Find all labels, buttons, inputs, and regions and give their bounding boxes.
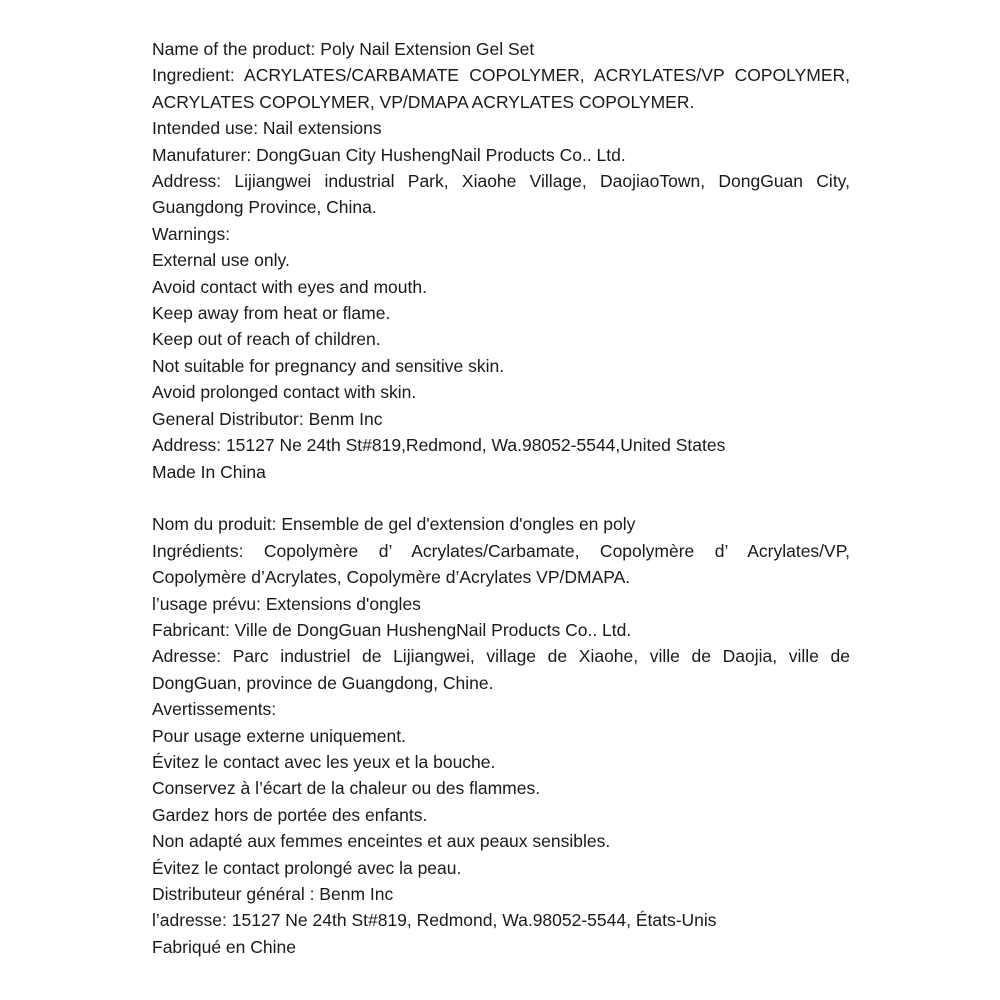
warnings-heading-en: Warnings: (152, 223, 231, 244)
manufacturer-fr: Fabricant: Ville de DongGuan HushengNail Products Co.. Ltd. (152, 619, 632, 640)
warning-item-fr: Non adapté aux femmes enceintes et aux peaux sensibles. (152, 831, 611, 852)
manufacturer-en: Manufaturer: DongGuan City HushengNail Products Co.. Ltd. (152, 144, 626, 165)
warning-item-fr: Évitez le contact avec les yeux et la bouche. (152, 751, 496, 772)
ingredient-fr: Ingrédients: Copolymère d’ Acrylates/Carbamate, Copolymère d’ Acrylates/VP, Copolymère d’Acrylates, Copolymère d’Acrylates VP/DMAPA. (152, 540, 850, 588)
warning-item-en: Keep out of reach of children. (152, 329, 381, 350)
french-section (152, 511, 850, 960)
distributor-en: General Distributor: Benm Inc (152, 408, 383, 429)
address-fr: Adresse: Parc industriel de Lijiangwei, village de Xiaohe, ville de Daojia, ville de DongGuan, province de Guangdong, Chine. (152, 646, 850, 693)
warning-item-fr: Pour usage externe uniquement. (152, 725, 406, 746)
warning-item-fr: Gardez hors de portée des enfants. (152, 804, 428, 825)
warning-item-en: Avoid contact with eyes and mouth. (152, 276, 427, 297)
warning-item-fr: Conservez à l’écart de la chaleur ou des flammes. (152, 778, 541, 799)
warning-item-en: Not suitable for pregnancy and sensitive skin. (152, 355, 505, 376)
warning-item-en: Keep away from heat or flame. (152, 303, 391, 324)
origin-en: Made In China (152, 461, 266, 482)
intended-use-en: Intended use: Nail extensions (152, 118, 382, 139)
distributor-fr: Distributeur général : Benm Inc (152, 883, 394, 904)
section-spacer (152, 485, 850, 511)
address-en: Address: Lijiangwei industrial Park, Xiaohe Village, DaojiaoTown, DongGuan City, Guangdong Province, China. (152, 171, 850, 218)
english-section (152, 36, 850, 485)
ingredient-en: Ingredient: ACRYLATES/CARBAMATE COPOLYMER, ACRYLATES/VP COPOLYMER, ACRYLATES COPOLYMER, VP/DMAPA ACRYLATES COPOLYMER. (152, 65, 850, 112)
product-name-en: Name of the product: Poly Nail Extension Gel Set (152, 39, 535, 59)
product-label-document (152, 36, 850, 960)
origin-fr: Fabriqué en Chine (152, 936, 296, 957)
intended-use-fr: l’usage prévu: Extensions d'ongles (152, 593, 421, 614)
warning-item-en: Avoid prolonged contact with skin. (152, 382, 417, 403)
distributor-address-en: Address: 15127 Ne 24th St#819,Redmond, Wa.98052-5544,United States (152, 435, 726, 456)
product-name-fr: Nom du produit: Ensemble de gel d'extension d'ongles en poly (152, 514, 636, 535)
warning-item-fr: Évitez le contact prolongé avec la peau. (152, 857, 462, 878)
distributor-address-fr: l’adresse: 15127 Ne 24th St#819, Redmond, Wa.98052-5544, États-Unis (152, 910, 717, 931)
warning-item-en: External use only. (152, 250, 290, 271)
warnings-heading-fr: Avertissements: (152, 699, 277, 720)
